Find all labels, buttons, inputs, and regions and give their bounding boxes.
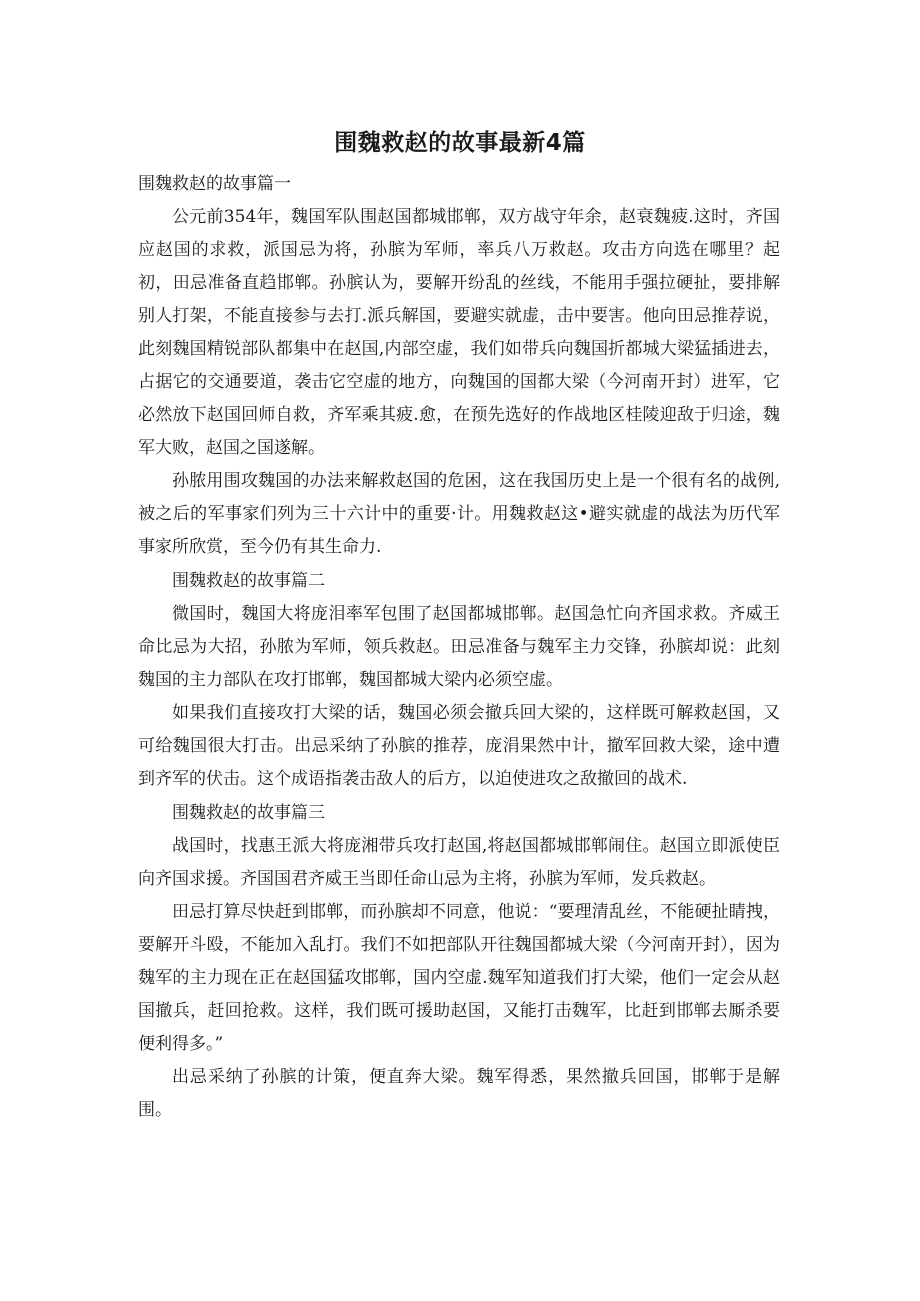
section-2-paragraph-2: 如果我们直接攻打大梁的话，魏国必须会撤兵回大梁的，这样既可解救赵国，又可给魏国很大打击。出忌采纳了孙膑的推荐，庞涓果然中计，撤军回救大梁，途中遭到齐军的伏击。这个成语指袭击敌人的后方，以迫使进攻之敌撤回的战术.	[138, 703, 780, 790]
section-3-paragraph-3: 出忌采纳了孙膑的计策，便直奔大梁。魏军得悉，果然撤兵回国，邯郸于是解围。	[138, 1067, 780, 1121]
document-title: 围魏救赵的故事最新4篇	[334, 130, 586, 156]
section-3-paragraph-2: 田忌打算尽快赶到邯郸，而孙膑却不同意，他说：“要理清乱丝，不能硬扯睛拽，要解开斗殴，不能加入乱打。我们不如把部队开往魏国都城大梁（今河南开封），因为魏军的主力现在正在赵国猛攻邯郸，国内空虚.魏军知道我们打大梁，他们一定会从赵国撤兵，赶回抢救。这样，我们既可援助赵国，又能打击魏军，比赶到邯郸去厮杀要便利得多。”	[138, 901, 780, 1054]
section-1-paragraph-1: 公元前354年，魏国军队围赵国都城邯郸，双方战守年余，赵衰魏疲.这时，齐国应赵国的求救，派国忌为将，孙膑为军师，率兵八万救赵。攻击方向选在哪里？起初，田忌准备直趋邯郸。孙膑认为，要解开纷乱的丝线，不能用手强拉硬扯，要排解别人打架，不能直接参与去打.派兵解国，要避实就虚，击中要害。他向田忌推荐说，此刻魏国精锐部队都集中在赵国,内部空虚，我们如带兵向魏国折都城大梁猛插进去，占据它的交通要道，袭击它空虚的地方，向魏国的国都大梁（今河南开封）进军，它必然放下赵国回师自救，齐军乘其疲.愈，在预先选好的作战地区桂陵迎敌于归途，魏军大败，赵国之国遂解。	[138, 207, 780, 458]
section-1-heading: 围魏救赵的故事篇一	[138, 174, 291, 194]
section-1-paragraph-2: 孙脓用围攻魏国的办法来解救赵国的危困，这在我国历史上是一个很有名的战例,被之后的军事家们列为三十六计中的重要·计。用魏救赵这•避实就虚的战法为历代军事家所欣赏，至今仍有其生命力.	[138, 471, 780, 558]
section-2-heading: 围魏救赵的故事篇二	[172, 570, 325, 591]
document-body	[138, 168, 780, 1128]
section-3-paragraph-1: 战国时，找惠王派大将庞湘带兵攻打赵国,将赵国都城邯郸闹住。赵国立即派使臣向齐国求援。齐国国君齐威王当即任命山忌为主将，孙膑为军师，发兵救赵。	[138, 835, 780, 889]
section-2-paragraph-1: 微国时，魏国大将庞泪率军包围了赵国都城邯郸。赵国急忙向齐国求救。齐威王命比忌为大招，孙脓为军师，领兵救赵。田忌准备与魏军主力交锋，孙膑却说：此刻魏国的主力部队在攻打邯郸，魏国都城大梁内必须空虚。	[138, 603, 780, 690]
section-3-heading: 围魏救赵的故事篇三	[172, 802, 325, 823]
